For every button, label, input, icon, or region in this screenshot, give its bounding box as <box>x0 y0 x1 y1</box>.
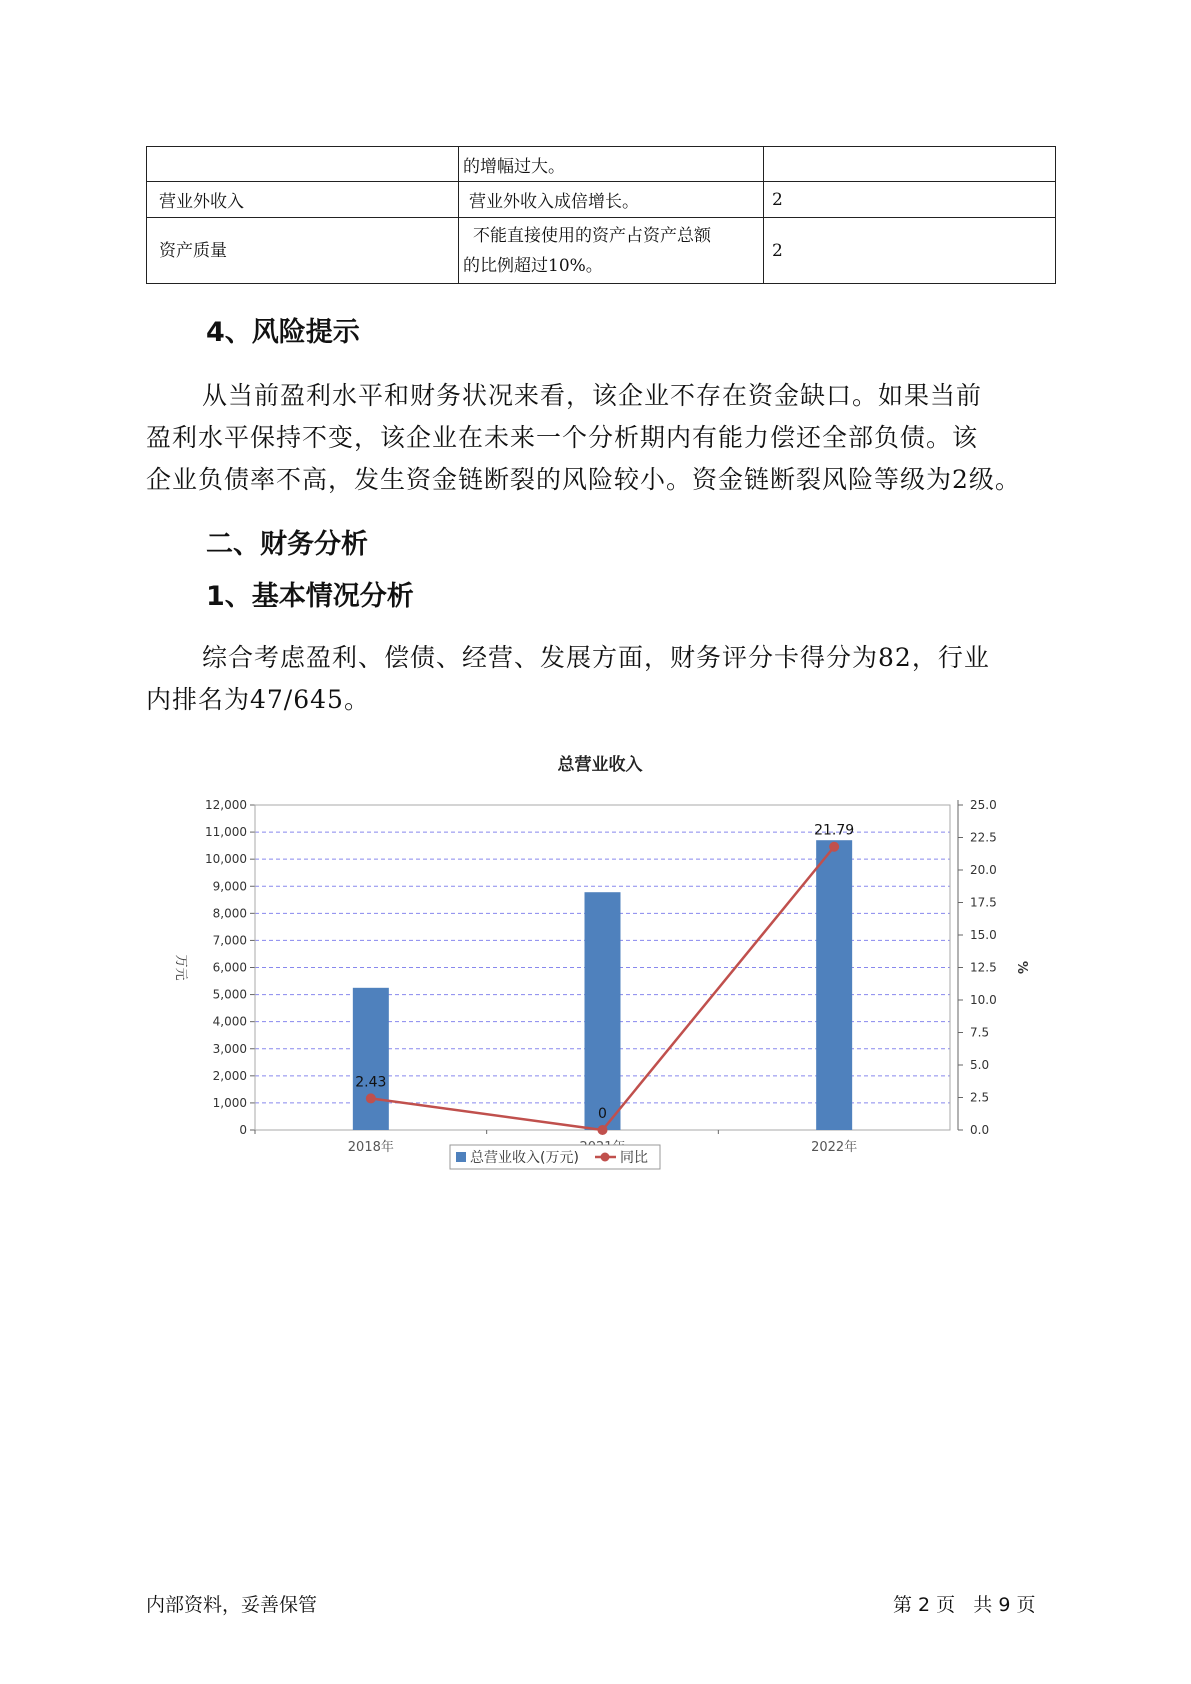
y2-tick-label: 12.5 <box>970 960 997 975</box>
y2-tick-label: 2.5 <box>970 1090 990 1105</box>
series-point <box>829 842 839 852</box>
paragraph-line: 内排名为47/645。 <box>146 685 370 714</box>
y-tick-label: 11,000 <box>205 825 247 840</box>
paragraph-line: 从当前盈利水平和财务状况来看，该企业不存在资金缺口。如果当前 <box>202 381 983 410</box>
y-tick-label: 5,000 <box>212 987 247 1002</box>
paragraph-line: 盈利水平保持不变，该企业在未来一个分析期内有能力偿还全部负债。该 <box>146 423 979 452</box>
y2-tick-label: 15.0 <box>970 928 997 942</box>
chart-title: 总营业收入 <box>557 755 643 775</box>
y-axis-label: 万元 <box>173 954 188 981</box>
bar <box>353 988 389 1130</box>
y2-tick-label: 22.5 <box>970 830 997 845</box>
table-cell-score: 2 <box>764 218 1056 284</box>
table-row <box>147 182 1056 218</box>
footer-note: 内部资料，妥善保管 <box>146 1594 318 1616</box>
y2-tick-label: 25.0 <box>970 798 997 812</box>
data-label: 0 <box>598 1106 607 1122</box>
legend-swatch-point <box>601 1153 610 1162</box>
legend-swatch-bar <box>456 1152 466 1162</box>
y-tick-label: 2,000 <box>212 1068 247 1083</box>
y-tick-label: 9,000 <box>212 879 247 894</box>
y2-tick-label: 20.0 <box>970 863 997 877</box>
bar <box>585 892 621 1130</box>
y-tick-label: 12,000 <box>205 798 247 812</box>
data-label: 2.43 <box>355 1074 387 1091</box>
table-row <box>147 147 1056 182</box>
table-cell-desc <box>459 218 764 284</box>
y-tick-label: 3,000 <box>212 1041 247 1056</box>
y2-tick-label: 17.5 <box>970 895 997 910</box>
y-tick-label: 10,000 <box>205 852 247 867</box>
y2-tick-label: 0.0 <box>970 1123 990 1137</box>
table-cell-item <box>147 147 459 182</box>
page-number: 第 2 页 共 9 页 <box>893 1594 1036 1616</box>
subsection-heading-basic: 1、基本情况分析 <box>206 581 414 612</box>
y2-tick-label: 5.0 <box>970 1058 990 1072</box>
section-heading-finance: 二、财务分析 <box>206 529 368 560</box>
x-tick-label: 2018年 <box>347 1140 394 1155</box>
table-cell-desc-line: 不能直接使用的资产占资产总额 <box>473 225 711 246</box>
y2-tick-label: 10.0 <box>970 993 997 1007</box>
bar <box>816 840 852 1130</box>
legend-label: 总营业收入(万元) <box>470 1150 579 1166</box>
y-tick-label: 8,000 <box>212 906 247 921</box>
table-cell-score: 2 <box>764 182 1056 218</box>
y2-axis-label: % <box>1014 960 1029 975</box>
data-label: 21.79 <box>814 822 855 839</box>
legend-label: 同比 <box>620 1150 648 1166</box>
y2-tick-label: 7.5 <box>970 1025 990 1040</box>
risk-indicator-table <box>146 146 1056 284</box>
series-point <box>598 1125 608 1135</box>
paragraph-line: 企业负债率不高，发生资金链断裂的风险较小。资金链断裂风险等级为2级。 <box>146 465 1021 494</box>
y-tick-label: 0 <box>239 1123 247 1137</box>
table-cell-desc-line: 的比例超过10%。 <box>463 255 603 276</box>
risk-paragraph <box>146 375 1056 501</box>
series-point <box>366 1093 376 1103</box>
y-tick-label: 6,000 <box>212 960 247 975</box>
finance-paragraph <box>146 637 1056 721</box>
table-cell-score <box>764 147 1056 182</box>
table-cell-desc: 的增幅过大。 <box>459 147 764 182</box>
y-tick-label: 7,000 <box>212 933 247 948</box>
y-tick-label: 4,000 <box>212 1014 247 1029</box>
paragraph-line: 综合考虑盈利、偿债、经营、发展方面，财务评分卡得分为82，行业 <box>202 643 990 672</box>
y-tick-label: 1,000 <box>212 1095 247 1110</box>
table-cell-desc: 营业外收入成倍增长。 <box>459 182 764 218</box>
table-cell-item: 营业外收入 <box>147 182 459 218</box>
x-tick-label: 2022年 <box>811 1140 858 1155</box>
table-cell-item: 资产质量 <box>147 218 459 284</box>
revenue-chart <box>170 745 1050 1205</box>
table-row <box>147 218 1056 284</box>
section-heading-risk: 4、风险提示 <box>206 317 360 348</box>
